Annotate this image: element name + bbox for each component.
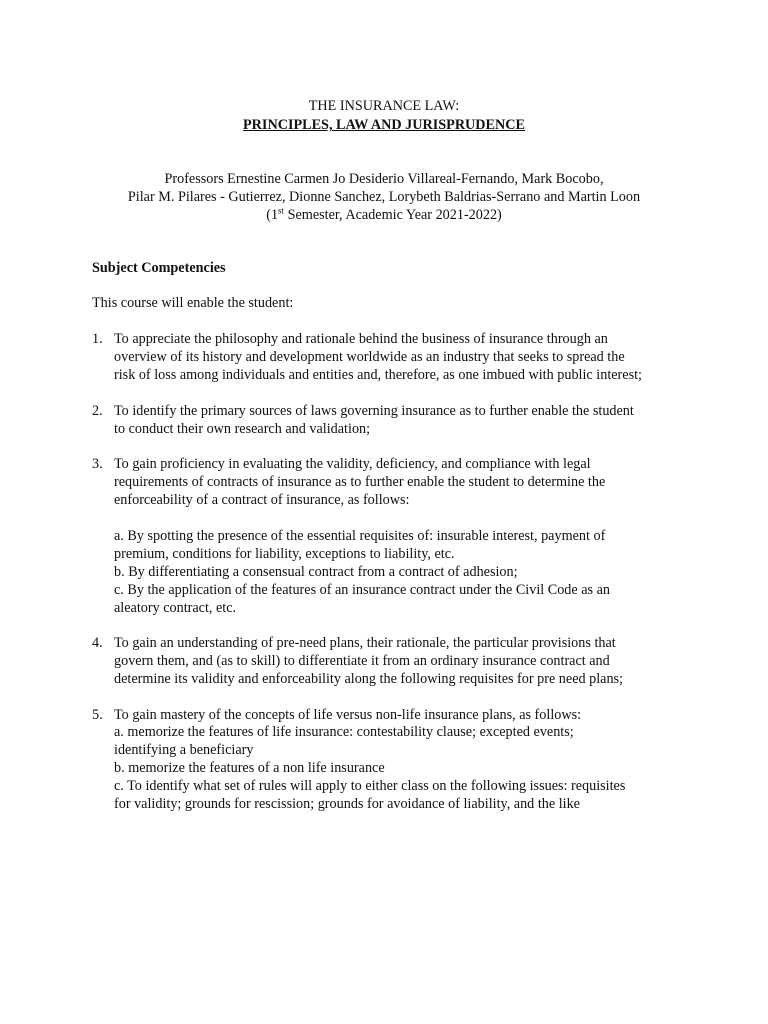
- item-line: c. To identify what set of rules will apply to either class on the following issues: requisites: [114, 778, 626, 794]
- semester-rest: Semester, Academic Year 2021-2022): [284, 207, 502, 223]
- item-line: determine its validity and enforceability along the following requisites for pre need plans;: [114, 671, 624, 687]
- item-line: identifying a beneficiary: [114, 742, 254, 758]
- item-number: 1.: [92, 331, 103, 347]
- item-line: To gain proficiency in evaluating the validity, deficiency, and compliance with legal: [114, 456, 591, 472]
- item-number: 2.: [92, 403, 103, 419]
- item-line: To gain an understanding of pre-need plans, their rationale, the particular provisions that: [114, 635, 616, 651]
- sub-item-line: aleatory contract, etc.: [114, 600, 237, 616]
- item-number: 5.: [92, 707, 103, 723]
- item-number: 4.: [92, 635, 103, 651]
- professors-line-1: Professors Ernestine Carmen Jo Desiderio Villareal-Fernando, Mark Bocobo,: [164, 171, 604, 187]
- sub-item-line: c. By the application of the features of an insurance contract under the Civil Code as an: [114, 582, 610, 598]
- item-line: To identify the primary sources of laws governing insurance as to further enable the student: [114, 403, 634, 419]
- item-line: for validity; grounds for rescission; grounds for avoidance of liability, and the like: [114, 796, 580, 812]
- sub-item-line: b. By differentiating a consensual contract from a contract of adhesion;: [114, 564, 518, 580]
- item-line: b. memorize the features of a non life insurance: [114, 760, 385, 776]
- item-line: to conduct their own research and validation;: [114, 421, 371, 437]
- professors-line-2: Pilar M. Pilares - Gutierrez, Dionne Sanchez, Lorybeth Baldrias-Serrano and Martin Loon: [127, 189, 641, 205]
- sub-item-line: a. By spotting the presence of the essential requisites of: insurable interest, payment of: [114, 528, 606, 544]
- semester-open: (1: [266, 207, 279, 223]
- semester-ordinal: st: [278, 205, 285, 216]
- item-number: 3.: [92, 456, 103, 472]
- section-heading: Subject Competencies: [92, 260, 226, 276]
- item-line: govern them, and (as to skill) to differentiate it from an ordinary insurance contract and: [114, 653, 610, 669]
- item-line: To appreciate the philosophy and rationale behind the business of insurance through an: [114, 331, 608, 347]
- item-line: overview of its history and development worldwide as an industry that seeks to spread the: [114, 349, 625, 365]
- document-title: THE INSURANCE LAW:: [308, 98, 460, 114]
- item-line: a. memorize the features of life insurance: contestability clause; excepted events;: [114, 724, 574, 740]
- semester-line: [0, 206, 768, 224]
- item-line: risk of loss among individuals and entities and, therefore, as one imbued with public interest;: [114, 367, 642, 383]
- item-line: enforceability of a contract of insurance, as follows:: [114, 492, 410, 508]
- document-subtitle: PRINCIPLES, LAW AND JURISPRUDENCE: [243, 117, 525, 133]
- sub-item-line: premium, conditions for liability, exceptions to liability, etc.: [114, 546, 455, 562]
- item-line: To gain mastery of the concepts of life versus non-life insurance plans, as follows:: [114, 707, 582, 723]
- item-line: requirements of contracts of insurance as to further enable the student to determine the: [114, 474, 606, 490]
- intro-text: This course will enable the student:: [92, 295, 294, 311]
